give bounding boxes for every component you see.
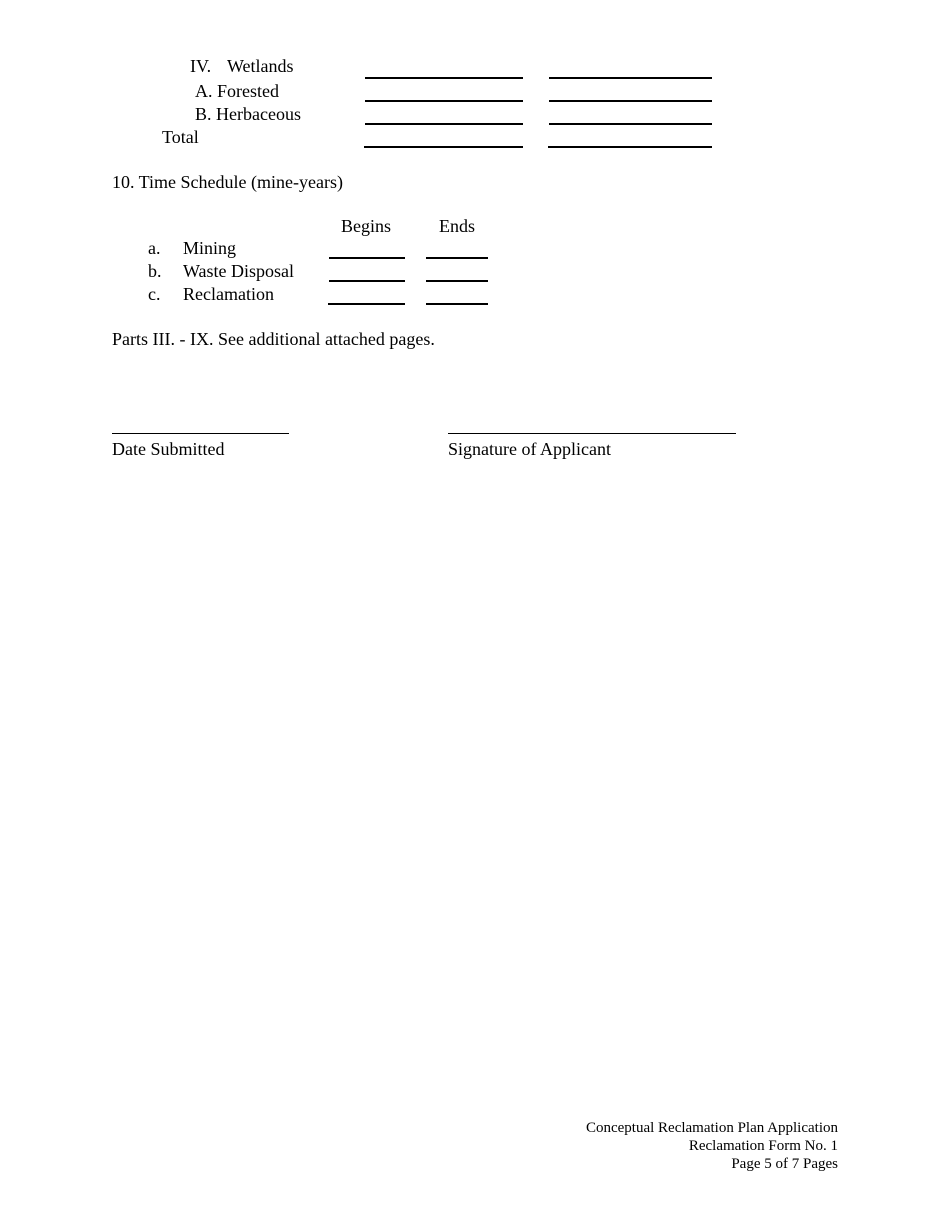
- footer-line-2: Reclamation Form No. 1: [688, 1138, 838, 1154]
- wetlands-total-label: Total: [162, 127, 199, 147]
- mining-begins-field[interactable]: [329, 257, 405, 259]
- total-field-1[interactable]: [364, 146, 523, 148]
- date-submitted-line[interactable]: [112, 433, 289, 434]
- herbaceous-field-2[interactable]: [549, 123, 712, 125]
- total-field-2[interactable]: [548, 146, 712, 148]
- reclamation-begins-field[interactable]: [328, 303, 405, 305]
- date-submitted-label: Date Submitted: [112, 439, 225, 459]
- reclamation-ends-field[interactable]: [426, 303, 488, 305]
- footer-line-1: Conceptual Reclamation Plan Application: [585, 1120, 838, 1136]
- schedule-reclamation-label: Reclamation: [183, 284, 274, 304]
- mining-ends-field[interactable]: [426, 257, 488, 259]
- col-begins-header: Begins: [341, 216, 392, 236]
- schedule-letter-b: b.: [148, 261, 162, 281]
- wetlands-field-2[interactable]: [549, 77, 712, 79]
- herbaceous-field-1[interactable]: [365, 123, 523, 125]
- signature-label: Signature of Applicant: [448, 439, 611, 459]
- parts-note: Parts III. - IX. See additional attached pages.: [112, 329, 435, 349]
- footer-page-number: Page 5 of 7 Pages: [731, 1156, 838, 1172]
- signature-line[interactable]: [448, 433, 736, 434]
- wetlands-heading: Wetlands: [227, 56, 294, 76]
- wetlands-numeral: IV.: [190, 56, 212, 76]
- waste-disposal-ends-field[interactable]: [426, 280, 488, 282]
- schedule-waste-disposal-label: Waste Disposal: [183, 261, 295, 281]
- wetlands-field-1[interactable]: [365, 77, 523, 79]
- time-schedule-title: 10. Time Schedule (mine-years): [112, 172, 343, 192]
- schedule-letter-c: c.: [148, 284, 161, 304]
- waste-disposal-begins-field[interactable]: [329, 280, 405, 282]
- forested-field-2[interactable]: [549, 100, 712, 102]
- schedule-mining-label: Mining: [183, 238, 237, 258]
- wetlands-herbaceous-label: B. Herbaceous: [195, 104, 301, 124]
- col-ends-header: Ends: [439, 216, 475, 236]
- schedule-letter-a: a.: [148, 238, 161, 258]
- forested-field-1[interactable]: [365, 100, 523, 102]
- wetlands-forested-label: A. Forested: [195, 81, 279, 101]
